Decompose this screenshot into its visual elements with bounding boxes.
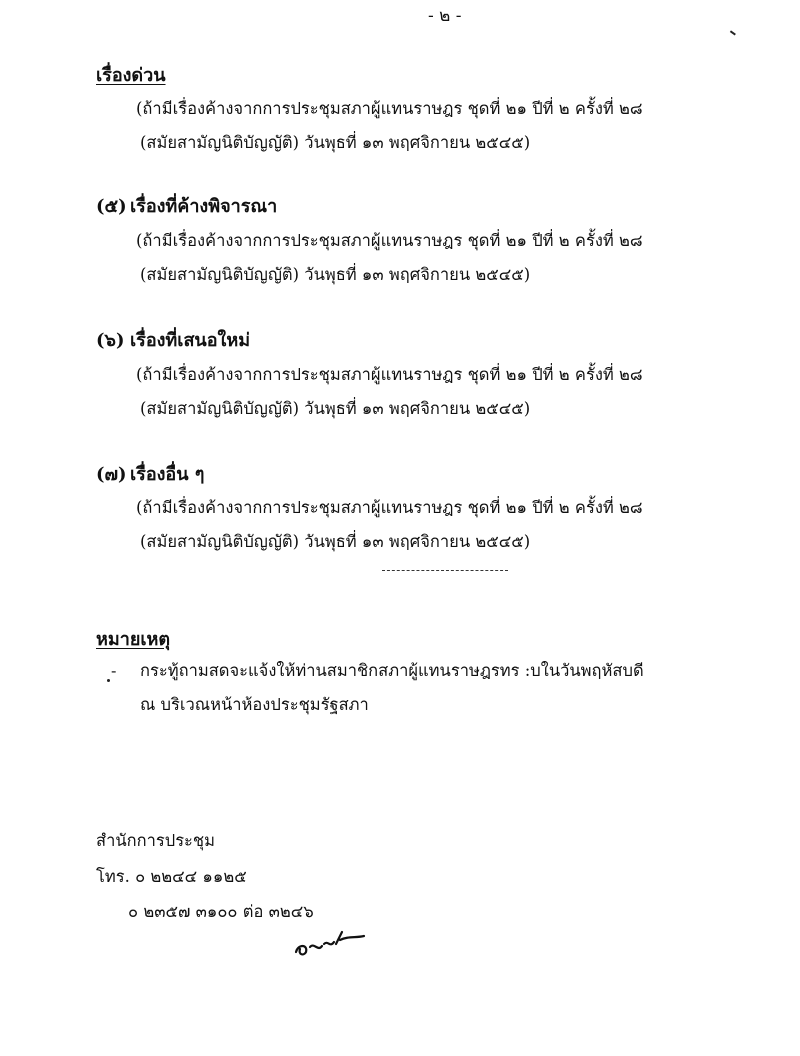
section-5-heading: เรื่องที่ค้างพิจารณา (130, 196, 278, 217)
section-6-number: (๖) (96, 330, 125, 351)
urgent-line-1: (ถ้ามีเรื่องค้างจากการประชุมสภาผู้แทนราษฎร ชุดที่ ๒๑ ปีที่ ๒ ครั้งที่ ๒๘ (136, 99, 643, 118)
office-name: สำนักการประชุม (96, 831, 215, 850)
section-7-line-1: (ถ้ามีเรื่องค้างจากการประชุมสภาผู้แทนราษฎร ชุดที่ ๒๑ ปีที่ ๒ ครั้งที่ ๒๘ (136, 498, 643, 517)
signature-icon (290, 922, 370, 962)
page-number: - ๒ - (428, 6, 462, 26)
note-line-2: ณ บริเวณหน้าห้องประชุมรัฐสภา (140, 695, 369, 714)
bullet-dot (107, 679, 110, 682)
telephone-2: ๐ ๒๓๕๗ ๓๑๐๐ ต่อ ๓๒๔๖ (128, 902, 314, 921)
section-5-line-1: (ถ้ามีเรื่องค้างจากการประชุมสภาผู้แทนราษฎร ชุดที่ ๒๑ ปีที่ ๒ ครั้งที่ ๒๘ (136, 231, 643, 250)
note-heading: หมายเหตุ (96, 629, 171, 650)
section-7-number: (๗) (96, 464, 127, 485)
urgent-line-2: (สมัยสามัญนิติบัญญัติ) วันพุธที่ ๑๓ พฤศจิกายน ๒๕๔๕) (140, 133, 531, 152)
section-6-line-1: (ถ้ามีเรื่องค้างจากการประชุมสภาผู้แทนราษฎร ชุดที่ ๒๑ ปีที่ ๒ ครั้งที่ ๒๘ (136, 365, 643, 384)
section-5-line-2: (สมัยสามัญนิติบัญญัติ) วันพุธที่ ๑๓ พฤศจิกายน ๒๕๔๕) (140, 265, 531, 284)
stray-mark (730, 30, 736, 35)
section-7-line-2: (สมัยสามัญนิติบัญญัติ) วันพุธที่ ๑๓ พฤศจิกายน ๒๕๔๕) (140, 532, 531, 551)
telephone-1: โทร. ๐ ๒๒๔๔ ๑๑๒๕ (96, 867, 247, 886)
section-7-heading: เรื่องอื่น ๆ (130, 464, 205, 485)
urgent-heading: เรื่องด่วน (96, 65, 166, 86)
section-5-number: (๕) (96, 196, 127, 217)
section-6-heading: เรื่องที่เสนอใหม่ (130, 330, 251, 351)
note-line-1: กระทู้ถามสดจะแจ้งให้ท่านสมาชิกสภาผู้แทนราษฎรทร :บในวันพฤหัสบดี (140, 661, 644, 680)
section-divider (382, 570, 508, 571)
note-bullet: - (111, 661, 117, 680)
section-6-line-2: (สมัยสามัญนิติบัญญัติ) วันพุธที่ ๑๓ พฤศจิกายน ๒๕๔๕) (140, 399, 531, 418)
